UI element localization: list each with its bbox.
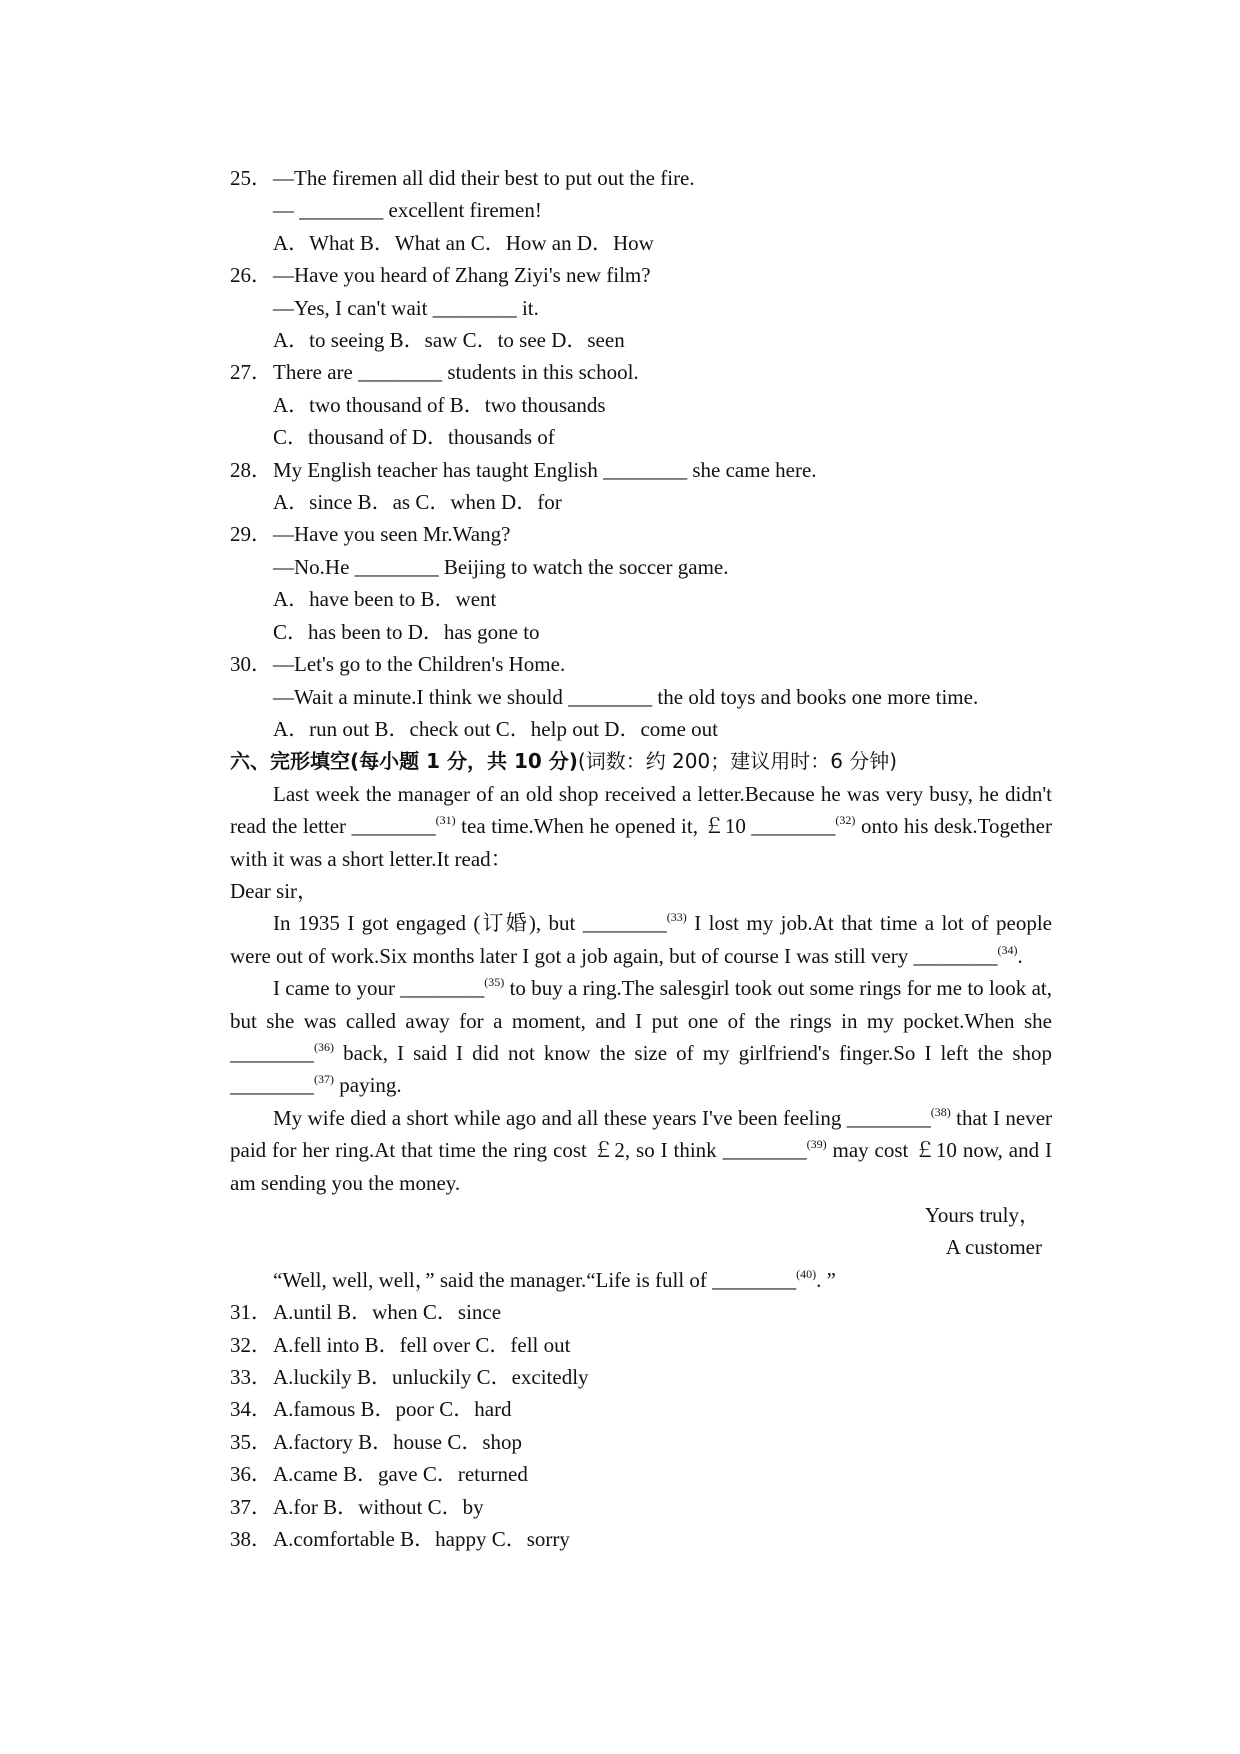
question-26: [230, 259, 1052, 291]
question-number: 32．: [230, 1332, 272, 1357]
passage-text: . ”: [816, 1267, 836, 1292]
question-25: [230, 162, 1052, 194]
passage-text: In 1935 I got engaged (订婚), but ________: [273, 911, 667, 936]
question-29: [230, 518, 1052, 550]
question-number: 26．: [230, 263, 272, 288]
question-text: —Wait a minute.I think we should ________ the old toys and books one more time.: [273, 684, 979, 709]
passage-paragraph-2: [230, 907, 1052, 972]
choice-options: A.comfortable B．happy C．sorry: [273, 1527, 570, 1552]
choice-options: A.came B．gave C．returned: [273, 1462, 528, 1487]
section-heading: [230, 745, 1052, 777]
question-text: My English teacher has taught English ________ she came here.: [273, 457, 817, 482]
passage-text: “Well, well, well，” said the manager.“Life is full of ________: [273, 1267, 797, 1292]
passage-paragraph-4: [230, 1102, 1052, 1199]
question-options: A．since B．as C．when D．for: [273, 490, 562, 515]
passage-text: may cost ￡10 now, and I am sending you the money.: [230, 1138, 1052, 1195]
question-number: 25．: [230, 166, 272, 190]
blank-number: (31): [435, 813, 456, 828]
choice-options: A.fell into B．fell over C．fell out: [273, 1332, 571, 1357]
blank-number: (37): [314, 1072, 334, 1087]
passage-text: that I never paid for her ring.At that time the ring cost ￡2, so I think ________: [230, 1105, 1053, 1163]
question-number: 38．: [230, 1527, 272, 1552]
blank-number: (35): [484, 975, 505, 990]
question-number: 31．: [230, 1300, 272, 1325]
question-text: —The firemen all did their best to put out the fire.: [273, 166, 695, 190]
blank-number: (32): [835, 813, 856, 828]
question-text: —Have you heard of Zhang Ziyi's new film?: [273, 263, 651, 288]
blank-number: (33): [666, 910, 687, 925]
choice-38: [230, 1523, 1052, 1555]
blank-number: (38): [930, 1104, 951, 1119]
question-text: —Have you seen Mr.Wang?: [273, 522, 511, 547]
choice-31: [230, 1296, 1052, 1328]
choice-32: [230, 1329, 1052, 1361]
blank-number: (34): [997, 942, 1018, 957]
exam-page: [230, 162, 1052, 1555]
blank-number: (36): [314, 1039, 334, 1054]
choice-options: A.for B．without C．by: [273, 1494, 484, 1519]
question-options: C．has been to D．has gone to: [273, 619, 540, 644]
passage-text: back, I said I did not know the size of my girlfriend's finger.So I left the shop ________: [230, 1040, 1052, 1098]
question-number: 36．: [230, 1462, 272, 1487]
choice-options: A.luckily B．unluckily C．excitedly: [273, 1365, 589, 1390]
question-text: —Yes, I can't wait ________ it.: [273, 295, 539, 320]
passage-text: I came to your ________: [273, 976, 485, 1001]
question-options: A．two thousand of B．two thousands: [273, 392, 606, 417]
letter-signature: A customer: [945, 1235, 1042, 1260]
section-title: 六、完形填空(每小题 1 分，共 10 分): [230, 749, 578, 774]
passage-paragraph-5: [230, 1264, 1052, 1296]
question-number: 28．: [230, 457, 272, 482]
passage-text: .: [1017, 943, 1023, 968]
question-options: A．have been to B．went: [273, 587, 497, 612]
choice-35: [230, 1426, 1052, 1458]
question-number: 33．: [230, 1365, 272, 1390]
section-subtitle: (词数：约 200；建议用时：6 分钟): [577, 749, 898, 774]
question-options: A．to seeing B．saw C．to see D．seen: [273, 328, 625, 353]
question-number: 27．: [230, 360, 272, 385]
choice-options: A.until B．when C．since: [273, 1300, 502, 1325]
question-options: A．What B．What an C．How an D．How: [273, 230, 654, 255]
letter-closing: Yours truly，: [924, 1203, 1040, 1227]
question-text: —Let's go to the Children's Home.: [273, 652, 566, 677]
question-number: 34．: [230, 1397, 272, 1422]
passage-text: onto his desk.Together with it was a short letter.It read：: [230, 814, 1052, 871]
passage-text: Last week the manager of an old shop received a letter.Because he was very busy, he didn't read the letter ________: [230, 781, 1052, 839]
choice-36: [230, 1458, 1052, 1490]
question-text: — ________ excellent firemen!: [273, 198, 542, 223]
blank-number: (40): [796, 1266, 817, 1281]
passage-text: My wife died a short while ago and all these years I've been feeling ________: [273, 1105, 931, 1130]
passage-text: I lost my job.At that time a lot of people were out of work.Six months later I got a job again, but of course I was still very ________: [230, 911, 1053, 968]
passage-text: to buy a ring.The salesgirl took out some rings for me to look at, but she was called away for a moment, and I put one of the rings in my pocket.When she ________: [230, 976, 1052, 1065]
question-27: [230, 356, 1052, 388]
choice-37: [230, 1491, 1052, 1523]
choice-34: [230, 1393, 1052, 1425]
question-28: [230, 454, 1052, 486]
question-text: —No.He ________ Beijing to watch the soccer game.: [273, 554, 729, 579]
blank-number: (39): [806, 1137, 827, 1152]
question-number: 37．: [230, 1494, 272, 1519]
passage-text: tea time.When he opened it, ￡10 ________: [455, 814, 836, 839]
question-number: 29．: [230, 522, 272, 547]
question-options: C．thousand of D．thousands of: [273, 425, 555, 450]
choice-33: [230, 1361, 1052, 1393]
choice-options: A.factory B．house C．shop: [273, 1429, 523, 1454]
passage-paragraph-1: [230, 778, 1052, 875]
passage-text: paying.: [334, 1073, 402, 1098]
question-text: There are ________ students in this school.: [273, 360, 639, 385]
passage-paragraph-3: [230, 972, 1052, 1102]
choice-options: A.famous B．poor C．hard: [273, 1397, 512, 1422]
letter-salutation: Dear sir，: [230, 878, 319, 903]
question-options: A．run out B．check out C．help out D．come out: [273, 716, 719, 741]
question-30: [230, 648, 1052, 680]
question-number: 30．: [230, 652, 272, 677]
question-number: 35．: [230, 1429, 272, 1454]
